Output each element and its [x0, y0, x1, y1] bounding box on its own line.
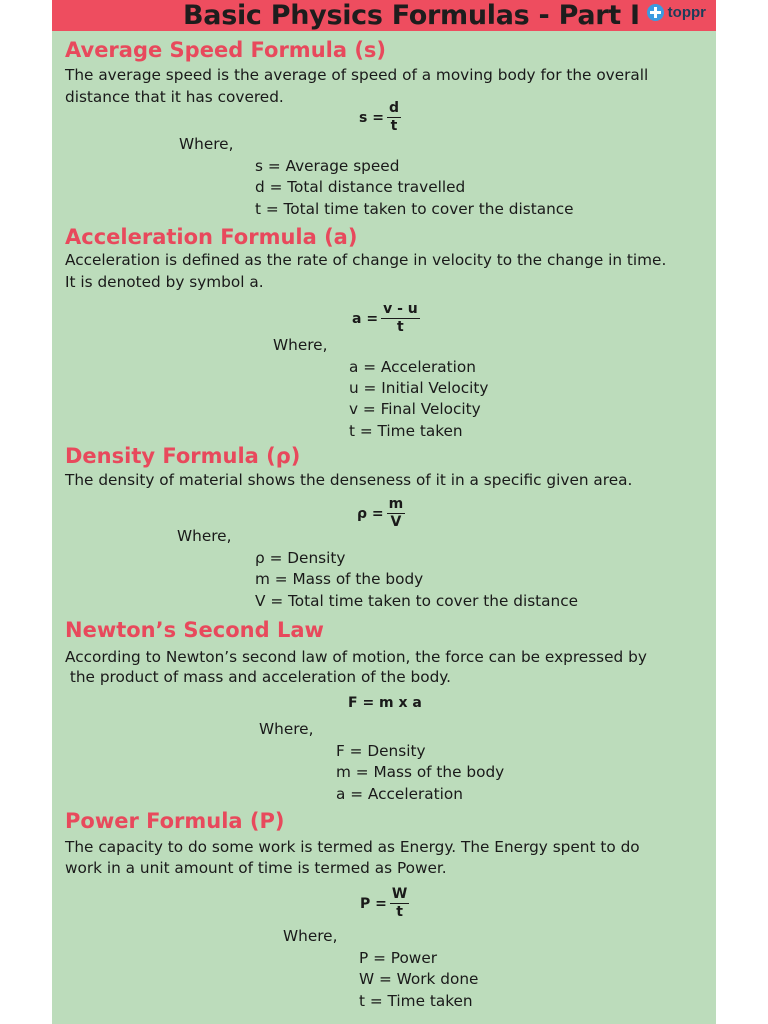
formula-lhs: ρ = — [357, 505, 384, 522]
where-label: Where, — [179, 135, 234, 153]
definition-item: V = Total time taken to cover the distance — [255, 592, 579, 610]
formula-numerator: W — [391, 886, 408, 902]
section-description-line: According to Newton’s second law of motion, the force can be expressed by — [65, 648, 647, 666]
formula-sheet — [52, 0, 716, 1024]
formula-fraction — [387, 101, 401, 134]
where-label: Where, — [177, 527, 232, 545]
definition-item: d = Total distance travelled — [255, 178, 466, 196]
definition-item: s = Average speed — [255, 157, 400, 175]
section-description-line: work in a unit amount of time is termed as Power. — [65, 859, 447, 877]
formula-lhs: a = — [352, 310, 379, 327]
page-title: Basic Physics Formulas - Part I — [183, 0, 640, 31]
definition-item: v = Final Velocity — [349, 400, 481, 418]
section-description-line: The density of material shows the denseness of it in a specific given area. — [65, 471, 633, 489]
formula-numerator: d — [388, 100, 399, 116]
formula-lhs: P = — [360, 895, 387, 912]
where-label: Where, — [283, 927, 338, 945]
section-description-line: The capacity to do some work is termed as Energy. The Energy spent to do — [65, 838, 640, 856]
section-description-line: Acceleration is defined as the rate of change in velocity to the change in time. — [65, 251, 667, 269]
formula-denominator: t — [397, 319, 404, 335]
formula-denominator: V — [390, 514, 402, 530]
definition-item: t = Time taken — [349, 422, 463, 440]
plus-circle-icon — [647, 4, 664, 21]
newtons-second-law-formula: F = m x a — [348, 695, 422, 711]
section-heading-average-speed: Average Speed Formula (s) — [65, 38, 387, 62]
formula-fraction — [387, 497, 406, 530]
definition-item: a = Acceleration — [336, 785, 463, 803]
section-heading-power: Power Formula (P) — [65, 809, 285, 833]
acceleration-formula — [352, 302, 420, 335]
average-speed-formula — [359, 101, 401, 134]
formula-denominator: t — [390, 118, 398, 134]
title-bar — [52, 0, 716, 31]
density-formula — [357, 497, 405, 530]
definition-item: ρ = Density — [255, 549, 346, 567]
where-label: Where, — [259, 720, 314, 738]
section-description-line: distance that it has covered. — [65, 88, 284, 106]
definition-item: m = Mass of the body — [255, 570, 424, 588]
formula-numerator: m — [388, 496, 404, 512]
definition-item: F = Density — [336, 742, 426, 760]
brand-name: toppr — [667, 4, 706, 21]
section-heading-density: Density Formula (ρ) — [65, 444, 301, 468]
where-label: Where, — [273, 336, 328, 354]
section-heading-acceleration: Acceleration Formula (a) — [65, 225, 358, 249]
formula-fraction — [381, 302, 420, 335]
brand-logo — [647, 4, 706, 21]
formula-numerator: v - u — [383, 301, 418, 317]
definition-item: t = Time taken — [359, 992, 473, 1010]
section-description-line: The average speed is the average of speed of a moving body for the overall — [65, 66, 649, 84]
section-description-line: It is denoted by symbol a. — [65, 273, 264, 291]
definition-item: P = Power — [359, 949, 438, 967]
section-heading-newtons-second-law: Newton’s Second Law — [65, 618, 324, 642]
definition-item: t = Total time taken to cover the distance — [255, 200, 574, 218]
formula-denominator: t — [396, 904, 403, 920]
definition-item: m = Mass of the body — [336, 763, 505, 781]
section-description-line: the product of mass and acceleration of the body. — [65, 668, 452, 686]
formula-fraction — [390, 887, 409, 920]
definition-item: u = Initial Velocity — [349, 379, 489, 397]
power-formula — [360, 887, 409, 920]
formula-lhs: s = — [359, 109, 384, 126]
definition-item: a = Acceleration — [349, 358, 476, 376]
definition-item: W = Work done — [359, 970, 479, 988]
